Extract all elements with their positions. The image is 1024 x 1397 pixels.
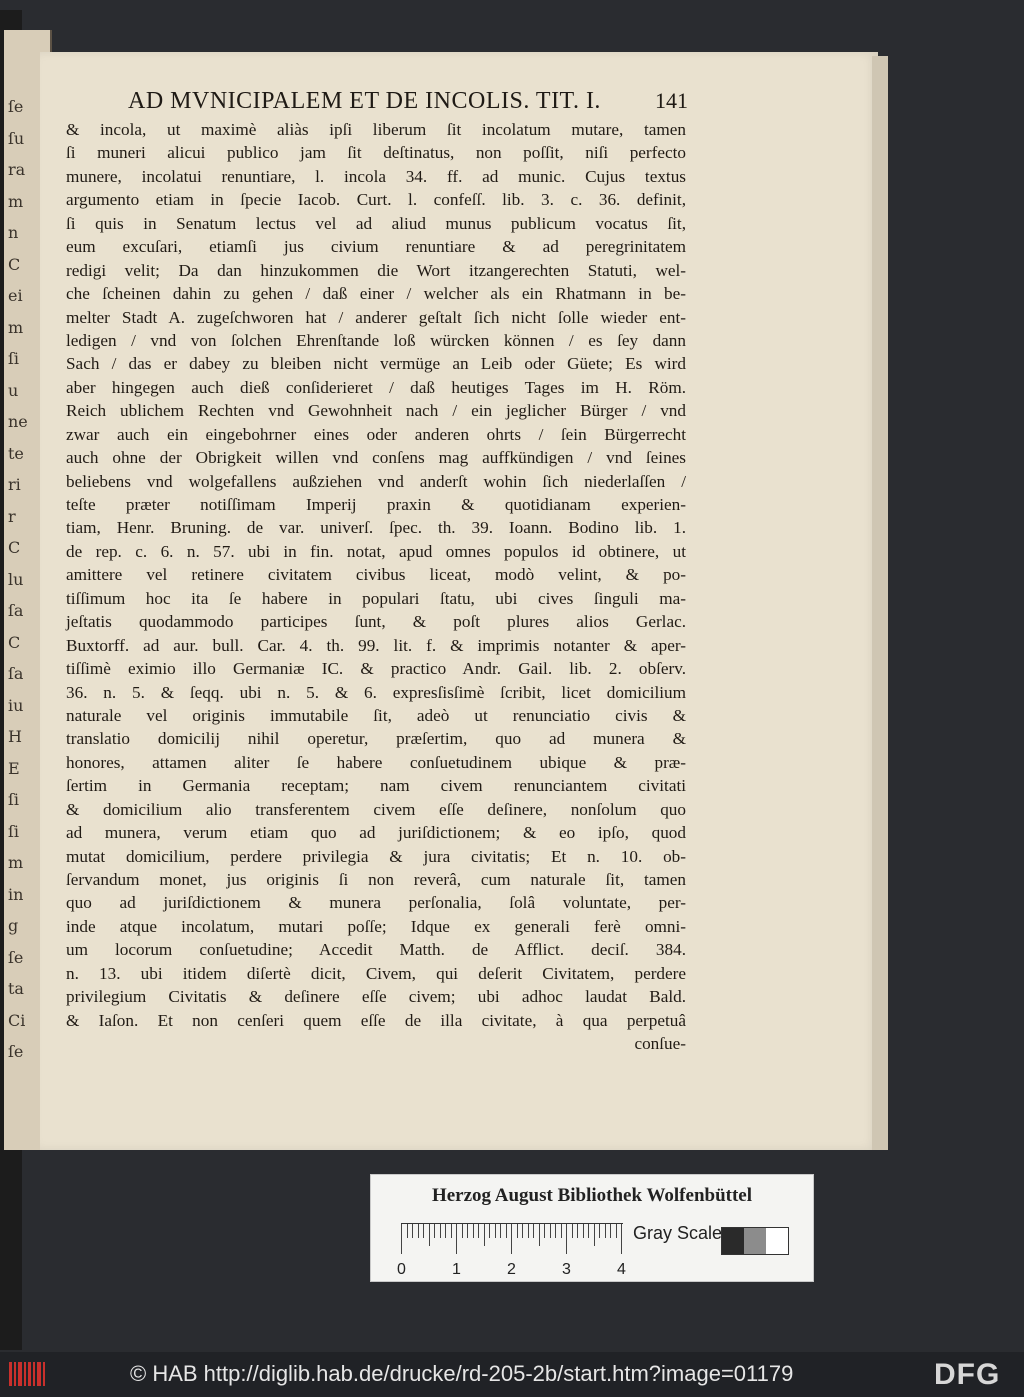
text-line: ad munera, verum etiam quo ad juriſdictionem; & eo ipſo, quod — [66, 823, 686, 843]
ruler-tick — [506, 1224, 507, 1238]
ruler-tick — [533, 1224, 534, 1238]
ruler-tick — [550, 1224, 551, 1238]
gray-scale-swatches — [721, 1227, 789, 1255]
gray-swatch — [722, 1228, 744, 1254]
text-line: Sach / das er dabey zu bleiben nicht vermüge an Leib oder Güete; Es wird — [66, 354, 686, 374]
previous-page-fragment: m — [8, 317, 24, 337]
ruler-tick — [489, 1224, 490, 1238]
text-line: n. 13. ubi itidem diſertè dicit, Civem, qui deſerit Civitatem, perdere — [66, 963, 686, 983]
gray-swatch — [766, 1228, 788, 1254]
ruler-tick — [434, 1224, 435, 1238]
ruler-tick — [407, 1224, 408, 1238]
footer-bar — [0, 1352, 1024, 1397]
ruler-tick — [429, 1224, 430, 1246]
text-line: tiſſimè eximio illo Germaniæ IC. & practico Andr. Gail. lib. 2. obſerv. — [66, 659, 686, 679]
catchword: conſue- — [634, 1034, 686, 1054]
body-text — [66, 118, 686, 1056]
previous-page-fragment: H — [8, 727, 22, 746]
text-line: & domicilium alio transferentem civem eſſe deſinere, nonſolum quo — [66, 799, 686, 819]
ruler-tick — [467, 1224, 468, 1238]
previous-page-fragment: ſi — [8, 790, 20, 809]
previous-page-fragment: n — [8, 223, 19, 242]
previous-page-fragment: ri — [8, 475, 21, 494]
gray-scale-label: Gray Scale — [633, 1223, 723, 1243]
ruler-tick — [544, 1224, 545, 1238]
ruler-tick — [610, 1224, 611, 1238]
text-line: beliebens vnd wolgefallens außziehen vnd anderſt wohin ſich niederlaſſen / — [66, 471, 686, 491]
text-line: ſi quis in Senatum lectus vel ad aliud munus publicum vocatus ſit, — [66, 213, 686, 233]
ruler-label: 1 — [452, 1261, 461, 1278]
text-line: eum excuſari, etiamſi jus civium renuntiare & ad peregrinitatem — [66, 237, 686, 257]
running-head: AD MVNICIPALEM ET DE INCOLIS. TIT. I. — [128, 88, 601, 114]
text-line: ſertim in Germania receptam; nam civem renunciantem civitati — [66, 776, 686, 796]
ruler-tick — [621, 1224, 622, 1254]
ruler-tick — [495, 1224, 496, 1238]
previous-page-fragment: r — [8, 506, 16, 526]
ruler-label: 2 — [507, 1261, 516, 1278]
text-line: translatio domicilij nihil operetur, præſertim, quo ad munera & — [66, 729, 686, 749]
ruler-label: 3 — [562, 1261, 571, 1278]
text-line: naturale vel originis immutabile ſit, adeò ut renunciatio civis & — [66, 705, 686, 725]
previous-page-fragment: g — [8, 916, 19, 935]
ruler-label: 0 — [397, 1261, 406, 1278]
text-line: amittere vel retinere civitatem civibus liceat, modò velint, & po- — [66, 565, 686, 585]
text-line: tiam, Henr. Bruning. de var. univerſ. ſpec. th. 39. Ioann. Bodino lib. 1. — [66, 518, 686, 538]
ruler-tick — [401, 1224, 402, 1254]
copyright-link[interactable]: © HAB http://diglib.hab.de/drucke/rd-205-2b/start.htm?image=01179 — [130, 1361, 794, 1386]
ruler-label: 4 — [617, 1261, 626, 1278]
ruler-tick — [418, 1224, 419, 1238]
text-line: 36. n. 5. & ſeqq. ubi n. 5. & 6. expresſisſimè ſcribit, licet domicilium — [66, 682, 686, 702]
previous-page-fragment: te — [8, 443, 24, 463]
ruler-tick — [605, 1224, 606, 1238]
ruler-tick — [440, 1224, 441, 1238]
previous-page-fragment: C — [8, 254, 21, 274]
previous-page-fragment: ſu — [8, 128, 25, 148]
previous-page-fragment: E — [8, 758, 20, 778]
text-line: munere, incolatui renuntiare, l. incola 34. ff. ad munic. Cujus textus — [66, 166, 686, 186]
previous-page-fragment: lu — [8, 569, 24, 589]
ruler-tick — [473, 1224, 474, 1238]
ruler-tick — [572, 1224, 573, 1238]
previous-page-fragment: iu — [8, 695, 24, 715]
dfg-logo: DFG — [934, 1358, 1001, 1391]
previous-page-fragment: ſe — [8, 1042, 24, 1061]
text-line: aber hingegen auch dieß conſiderieret / daß heutiges Tages im H. Röm. — [66, 377, 686, 397]
previous-page-fragment: ſe — [8, 947, 24, 967]
text-line: de rep. c. 6. n. 57. ubi in fin. notat, apud omnes populos id obtinere, ut — [66, 541, 686, 561]
ruler-tick — [588, 1224, 589, 1238]
previous-page-fragment: C — [8, 538, 21, 557]
ruler-tick — [616, 1224, 617, 1238]
text-line: argumento etiam in ſpecie Iacob. Curt. l. confeſſ. lib. 3. c. 36. definit, — [66, 190, 686, 210]
previous-page-fragment: ra — [8, 160, 26, 179]
previous-page-fragment: m — [8, 191, 24, 211]
previous-page-fragment: ſa — [8, 601, 24, 620]
ruler-tick — [594, 1224, 595, 1246]
previous-page-fragment: m — [8, 853, 24, 872]
ruler-tick — [456, 1224, 457, 1254]
ruler-tick — [445, 1224, 446, 1238]
page-edge-shadow — [872, 56, 888, 1150]
ruler-tick — [500, 1224, 501, 1238]
previous-page-fragment: ta — [8, 979, 24, 998]
text-line: privilegium Civitatis & deſinere eſſe civem; ubi adhoc laudat Bald. — [66, 987, 686, 1007]
previous-page-fragment: Ci — [8, 1010, 26, 1030]
previous-page-fragment: u — [8, 380, 19, 400]
text-line: & incola, ut maximè aliàs ipſi liberum ſit incolatum mutare, tamen — [66, 120, 686, 139]
scale-ruler — [401, 1223, 623, 1258]
ruler-tick — [528, 1224, 529, 1238]
text-line: che ſcheinen dahin zu gehen / daß einer / welcher als ein Rhatmann in be- — [66, 284, 686, 304]
previous-page-fragment: ſi — [8, 349, 20, 368]
previous-page-fragment: ne — [8, 412, 28, 431]
text-line: tiſſimum hoc ita ſe habere in populari ſtatu, ubi cives ſinguli ma- — [66, 588, 686, 608]
previous-page-fragment: ei — [8, 286, 23, 305]
ruler-tick — [561, 1224, 562, 1238]
ruler-tick — [423, 1224, 424, 1238]
ruler-tick — [517, 1224, 518, 1238]
text-line: quo ad juriſdictionem & munera perſonalia, ſolâ voluntate, per- — [66, 893, 686, 913]
previous-page-fragment: ſi — [8, 821, 20, 841]
text-line: ſi muneri alicui publico jam ſit deſtinatus, non poſſit, niſi perfecto — [66, 143, 686, 163]
previous-page-fragment: C — [8, 632, 21, 652]
page-number: 141 — [655, 88, 688, 113]
previous-page-fragment: in — [8, 884, 24, 904]
hab-barcode-icon — [8, 1360, 46, 1388]
ruler-tick — [577, 1224, 578, 1238]
text-line: auch ohne der Obrigkeit willen vnd conſens mag auffkündigen / vnd ſeines — [66, 448, 686, 468]
ruler-tick — [451, 1224, 452, 1238]
ruler-tick — [583, 1224, 584, 1238]
text-line: melter Stadt A. zugeſchworen hat / anderer geſtalt ſich nicht ſolle wieder ent- — [66, 307, 686, 327]
ruler-tick — [539, 1224, 540, 1246]
text-line: mutat domicilium, perdere privilegia & jura civitatis; Et n. 10. ob- — [66, 846, 686, 866]
text-line: jeſtatis quodammodo participes ſunt, & poſt plures alios Gerlac. — [66, 612, 686, 632]
text-line: Reich ublichem Rechten vnd Gewohnheit nach / ein jeglicher Bürger / vnd — [66, 401, 686, 421]
text-line: inde atque incolatum, mutari poſſe; Idque ex generali ferè omni- — [66, 916, 686, 936]
text-line: honores, attamen aliter ſe habere conſuetudinem ubique & præ- — [66, 752, 686, 772]
previous-page-fragment: ſa — [8, 664, 24, 683]
text-line: ſervandum monet, jus originis ſi non reverâ, cum naturale ſit, tamen — [66, 870, 686, 889]
previous-page-fragment: ſe — [8, 97, 24, 116]
library-name: Herzog August Bibliothek Wolfenbüttel — [431, 1185, 753, 1206]
text-line: & Iaſon. Et non cenſeri quem eſſe de illa civitate, à qua perpetuâ — [66, 1010, 686, 1030]
text-line: ledigen / vnd von ſolchen Ehrenſtande loß würcken können / es ſey dann — [66, 330, 686, 350]
ruler-tick — [484, 1224, 485, 1246]
text-line: Buxtorff. ad aur. bull. Car. 4. th. 99. lit. f. & imprimis notanter & aper- — [66, 635, 686, 655]
ruler-tick — [566, 1224, 567, 1254]
color-calibration-card — [370, 1174, 814, 1282]
ruler-tick — [478, 1224, 479, 1238]
ruler-tick — [599, 1224, 600, 1238]
ruler-tick — [412, 1224, 413, 1238]
page-header — [128, 88, 688, 118]
text-line: teſte præter notiſſimam Imperij praxin & quotidianam experien- — [66, 495, 686, 514]
ruler-tick — [522, 1224, 523, 1238]
text-line: redigi velit; Da dan hinzukommen die Wort itzangerechten Statuti, wel- — [66, 260, 686, 280]
text-line: zwar auch ein eingebohrner eines oder anderen ohrts / ſein Bürgerrecht — [66, 424, 686, 444]
ruler-tick — [462, 1224, 463, 1238]
ruler-tick — [555, 1224, 556, 1238]
text-line: um locorum conſuetudine; Accedit Matth. de Afflict. deciſ. 384. — [66, 940, 686, 960]
gray-swatch — [744, 1228, 766, 1254]
ruler-tick — [511, 1224, 512, 1254]
